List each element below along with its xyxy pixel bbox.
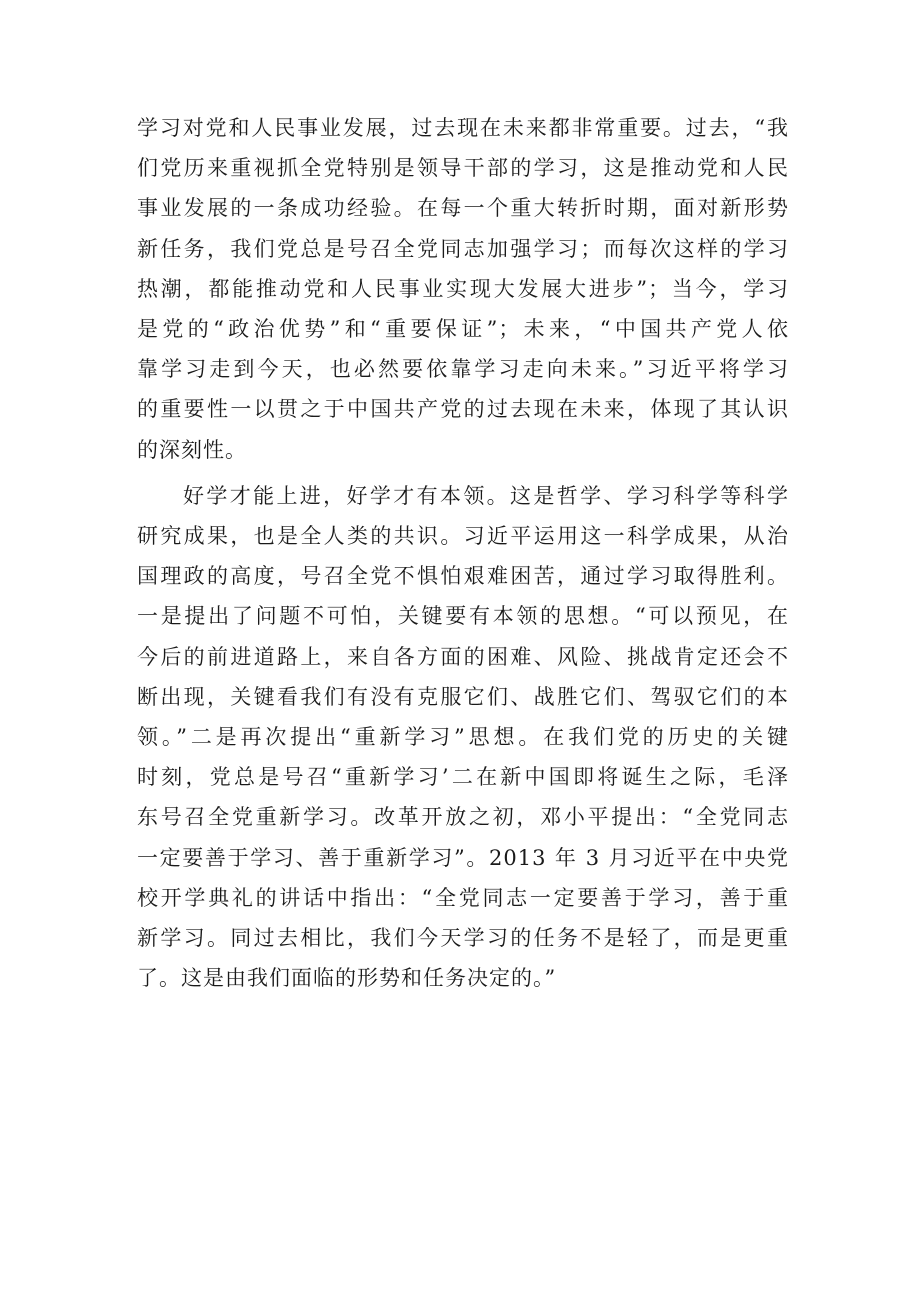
- text-line: 校开学典礼的讲话中指出：“全党同志一定要善于学习，善于重: [137, 885, 789, 910]
- text-line: 的深刻性。: [137, 437, 247, 462]
- text-line: 一是提出了问题不可怕，关键要有本领的思想。“可以预见，在: [137, 604, 789, 629]
- text-line: 们党历来重视抓全党特别是领导干部的学习，这是推动党和人民: [137, 156, 789, 181]
- text-line: 是党的“政治优势”和“重要保证”；未来，“中国共产党人依: [137, 317, 789, 342]
- text-line: 事业发展的一条成功经验。在每一个重大转折时期，面对新形势: [137, 196, 789, 221]
- text-line: 今后的前进道路上，来自各方面的困难、风险、挑战肯定还会不: [137, 644, 789, 669]
- text-line: 国理政的高度，号召全党不惧怕艰难困苦，通过学习取得胜利。: [137, 564, 789, 589]
- text-line: 学习对党和人民事业发展，过去现在未来都非常重要。过去，“我: [137, 116, 789, 140]
- text-line: 领。”二是再次提出“重新学习”思想。在我们党的历史的关键: [137, 725, 789, 750]
- paragraph-2: [137, 476, 789, 999]
- paragraph-1: [137, 108, 789, 470]
- text-line: 断出现，关键看我们有没有克服它们、战胜它们、驾驭它们的本: [137, 684, 789, 709]
- text-line: 东号召全党重新学习。改革开放之初，邓小平提出：“全党同志: [137, 805, 789, 830]
- text-line: 好学才能上进，好学才有本领。这是哲学、学习科学等科学: [183, 483, 789, 508]
- text-line: 新学习。同过去相比，我们今天学习的任务不是轻了，而是更重: [137, 926, 789, 951]
- text-line: 研究成果，也是全人类的共识。习近平运用这一科学成果，从治: [137, 524, 789, 549]
- text-line: 一定要善于学习、善于重新学习”。2013 年 3 月习近平在中央党: [137, 845, 789, 870]
- text-line: 的重要性一以贯之于中国共产党的过去现在未来，体现了其认识: [137, 397, 789, 422]
- text-line: 热潮，都能推动党和人民事业实现大发展大进步”；当今，学习: [137, 276, 789, 301]
- body-text: [137, 108, 789, 998]
- text-line: 靠学习走到今天，也必然要依靠学习走向未来。”习近平将学习: [137, 357, 789, 382]
- text-line: 新任务，我们党总是号召全党同志加强学习；而每次这样的学习: [137, 236, 789, 261]
- text-line: 了。这是由我们面临的形势和任务决定的。”: [137, 966, 557, 991]
- text-line: 时刻，党总是号召“重新学习’二在新中国即将诞生之际，毛泽: [137, 765, 789, 790]
